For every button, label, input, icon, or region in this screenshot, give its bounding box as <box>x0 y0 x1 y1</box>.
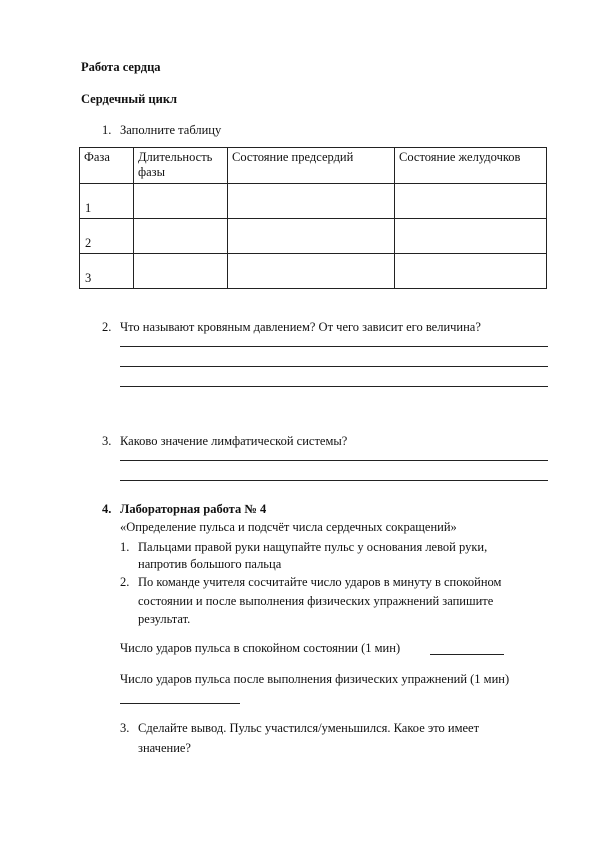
table-cell[interactable] <box>395 219 547 254</box>
step-2-line: результат. <box>138 612 191 626</box>
header-ventricles: Состояние желудочков <box>395 148 547 184</box>
question-1-number: 1. <box>102 123 112 137</box>
table-cell[interactable] <box>134 254 228 289</box>
step-1-number: 1. <box>120 540 130 554</box>
answer-line[interactable] <box>120 346 548 347</box>
table-cell[interactable] <box>228 219 395 254</box>
step-1-line: напротив большого пальца <box>138 557 282 571</box>
step-1-line: Пальцами правой руки нащупайте пульс у основания левой руки, <box>138 540 488 554</box>
header-duration: Длительность фазы <box>134 148 228 184</box>
row-number: 3 <box>85 271 92 285</box>
question-3-number: 3. <box>102 434 112 448</box>
answer-line[interactable] <box>120 386 548 387</box>
table-cell[interactable] <box>228 184 395 219</box>
table-cell[interactable] <box>228 254 395 289</box>
question-2-number: 2. <box>102 320 112 334</box>
table-row <box>80 219 547 254</box>
table-cell[interactable] <box>134 219 228 254</box>
section-title: Сердечный цикл <box>81 92 178 106</box>
table-cell[interactable] <box>395 254 547 289</box>
conclusion-line: Сделайте вывод. Пульс участился/уменьшился. Какое это имеет <box>138 721 480 735</box>
table-cell[interactable] <box>134 184 228 219</box>
row-number: 2 <box>85 236 92 250</box>
rest-pulse-label: Число ударов пульса в спокойном состоянии (1 мин) <box>120 641 401 655</box>
table-header-row <box>80 148 547 184</box>
step-2-line: По команде учителя сосчитайте число ударов в минуту в спокойном <box>138 575 502 589</box>
question-3-text: Каково значение лимфатической системы? <box>120 434 348 448</box>
step-2-line: состоянии и после выполнения физических упражнений запишите <box>138 594 494 608</box>
step-2-number: 2. <box>120 575 130 589</box>
table-row <box>80 184 547 219</box>
answer-line[interactable] <box>120 366 548 367</box>
table-row <box>80 254 547 289</box>
conclusion-number: 3. <box>120 721 130 735</box>
rest-pulse-field[interactable] <box>430 654 504 655</box>
lab-number: 4. <box>102 502 112 516</box>
page-title: Работа сердца <box>81 60 161 74</box>
header-atria: Состояние предсердий <box>228 148 395 184</box>
row-number: 1 <box>85 201 92 215</box>
header-phase: Фаза <box>80 148 134 184</box>
exercise-pulse-label: Число ударов пульса после выполнения физических упражнений (1 мин) <box>120 672 510 686</box>
conclusion-line: значение? <box>138 741 191 755</box>
phase-table <box>79 147 547 289</box>
question-2-text: Что называют кровяным давлением? От чего зависит его величина? <box>120 320 481 334</box>
question-1-text: Заполните таблицу <box>120 123 222 137</box>
answer-line[interactable] <box>120 460 548 461</box>
lab-title: Лабораторная работа № 4 <box>120 502 267 516</box>
table-cell[interactable] <box>395 184 547 219</box>
answer-line[interactable] <box>120 480 548 481</box>
exercise-pulse-field[interactable] <box>120 703 240 704</box>
lab-subtitle: «Определение пульса и подсчёт числа сердечных сокращений» <box>120 520 457 534</box>
